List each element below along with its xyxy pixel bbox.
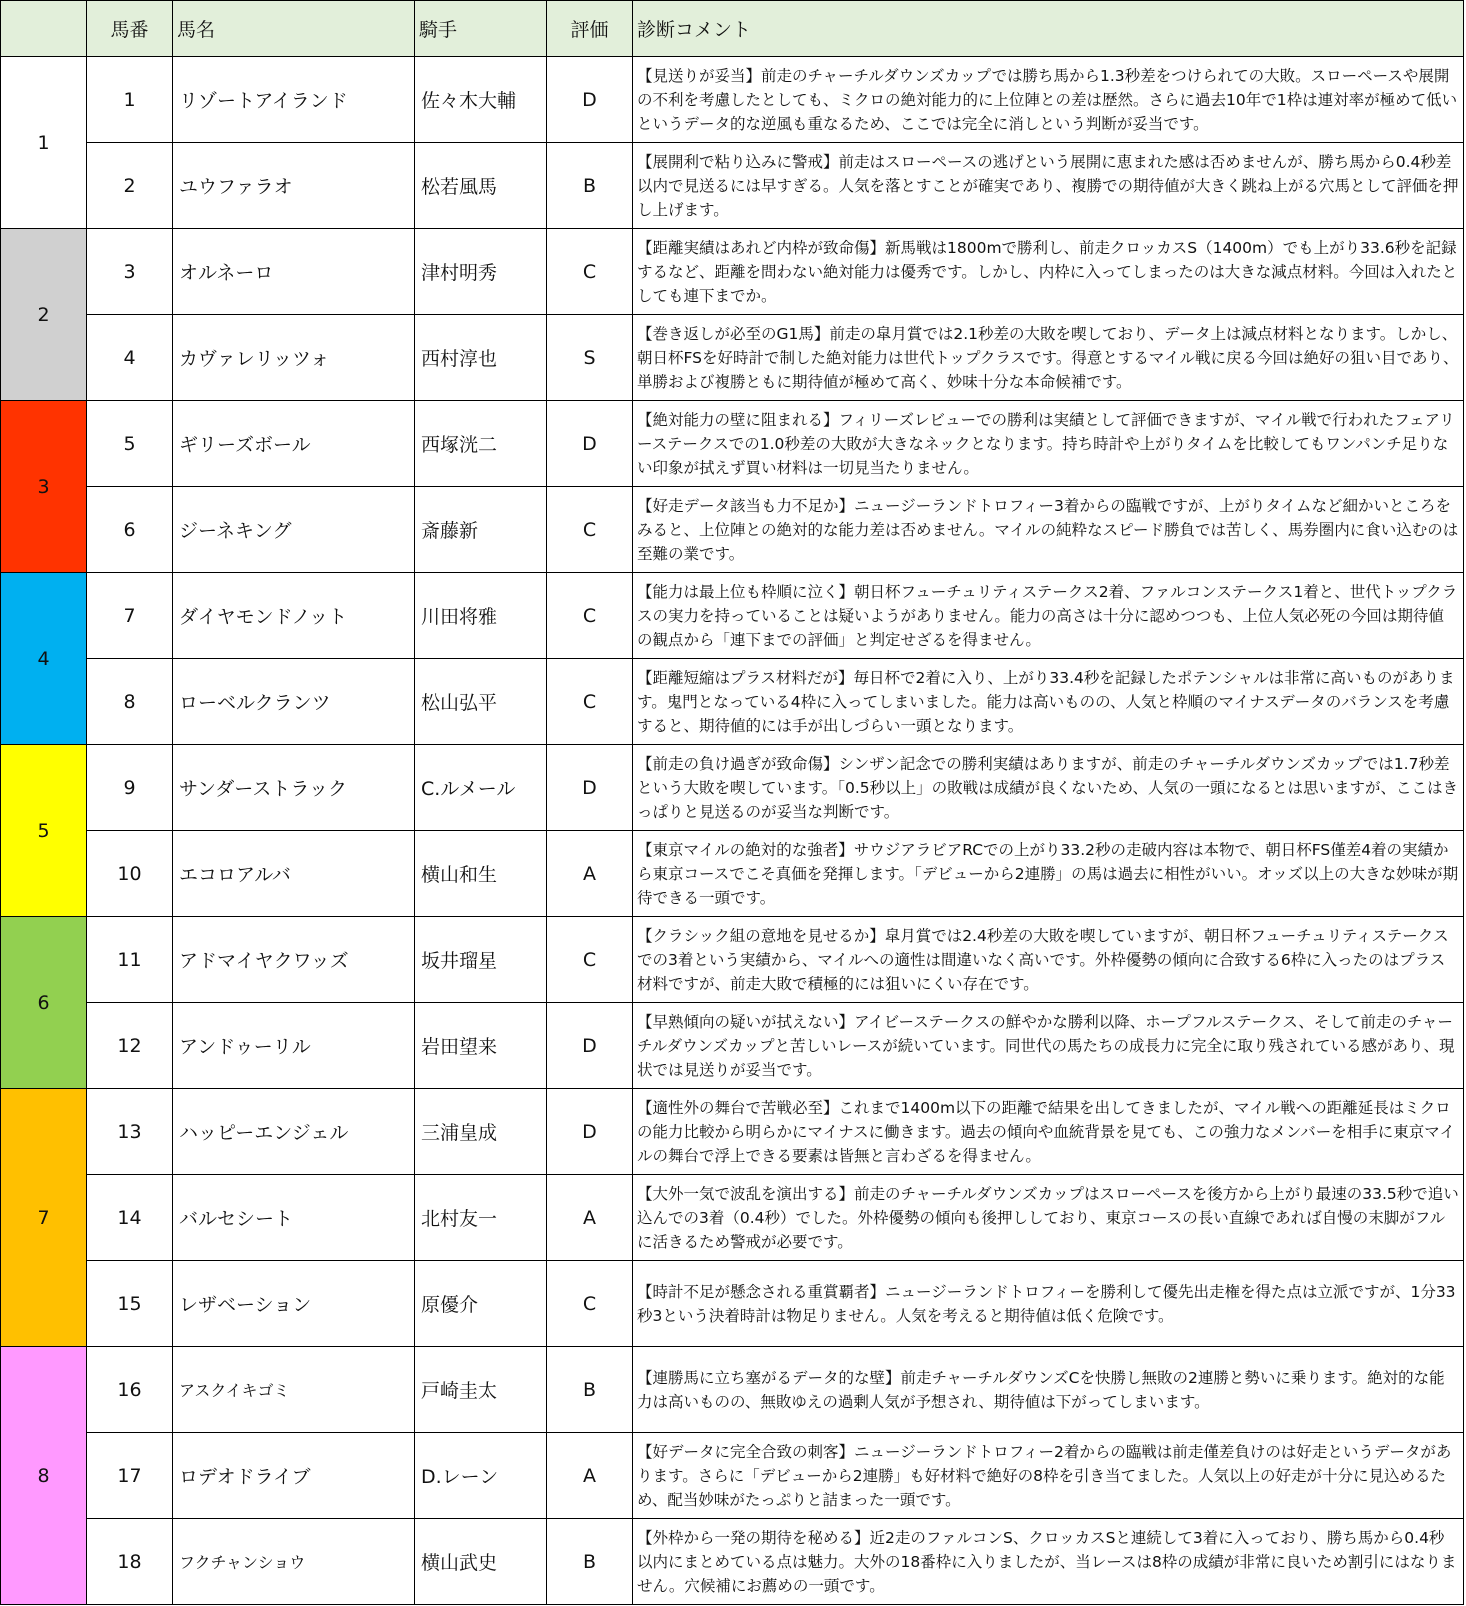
table-row — [1, 917, 1464, 1003]
horse-name-cell: ジーネキング — [173, 487, 415, 573]
comment-cell: 【時計不足が懸念される重賞覇者】ニュージーランドトロフィーを勝利して優先出走権を得た点は立派ですが、1分33秒3という決着時計は物足りません。人気を考えると期待値は低く危険です。 — [633, 1261, 1464, 1347]
horse-name-cell: バルセシート — [173, 1175, 415, 1261]
table-row — [1, 487, 1464, 573]
jockey-cell: 松若風馬 — [415, 143, 547, 229]
umaban-cell: 3 — [87, 229, 173, 315]
table-row — [1, 745, 1464, 831]
comment-cell: 【前走の負け過ぎが致命傷】シンザン記念での勝利実績はありますが、前走のチャーチルダウンズカップでは1.7秒差という大敗を喫しています。「0.5秒以上」の敗戦は成績が良くないため、人気の一頭になるとは思いますが、ここはきっぱりと見送るのが妥当な判断です。 — [633, 745, 1464, 831]
table-row — [1, 1347, 1464, 1433]
waku-cell: 6 — [1, 917, 87, 1089]
umaban-cell: 12 — [87, 1003, 173, 1089]
horse-name-cell: ダイヤモンドノット — [173, 573, 415, 659]
comment-cell: 【外枠から一発の期待を秘める】近2走のファルコンS、クロッカスSと連続して3着に入っており、勝ち馬から0.4秒以内にまとめている点は魅力。大外の18番枠に入りましたが、当レースは8枠の成績が非常に良いため割引にはなりません。穴候補にお薦めの一頭です。 — [633, 1519, 1464, 1605]
umaban-cell: 18 — [87, 1519, 173, 1605]
horse-name-cell: ハッピーエンジェル — [173, 1089, 415, 1175]
header-waku — [1, 1, 87, 57]
table-row — [1, 1433, 1464, 1519]
comment-cell: 【巻き返しが必至のG1馬】前走の皐月賞では2.1秒差の大敗を喫しており、データ上は減点材料となります。しかし、朝日杯FSを好時計で制した絶対能力は世代トップクラスです。得意とするマイル戦に戻る今回は絶好の狙い目であり、単勝および複勝ともに期待値が極めて高く、妙味十分な本命候補です。 — [633, 315, 1464, 401]
umaban-cell: 2 — [87, 143, 173, 229]
horse-name-cell: アスクイキゴミ — [173, 1347, 415, 1433]
jockey-cell: 斎藤新 — [415, 487, 547, 573]
table-row — [1, 315, 1464, 401]
waku-cell: 5 — [1, 745, 87, 917]
horse-name-cell: エコロアルバ — [173, 831, 415, 917]
comment-cell: 【連勝馬に立ち塞がるデータ的な壁】前走チャーチルダウンズCを快勝し無敗の2連勝と勢いに乗ります。絶対的な能力は高いものの、無敗ゆえの過剰人気が予想され、期待値は下がってしまいます。 — [633, 1347, 1464, 1433]
table-row — [1, 143, 1464, 229]
grade-cell: C — [547, 1261, 633, 1347]
jockey-cell: 西塚洸二 — [415, 401, 547, 487]
header-row — [1, 1, 1464, 57]
comment-cell: 【適性外の舞台で苦戦必至】これまで1400m以下の距離で結果を出してきましたが、マイル戦への距離延長はミクロの能力比較から明らかにマイナスに働きます。過去の傾向や血統背景を見ても、この強力なメンバーを相手に東京マイルの舞台で浮上できる要素は皆無と言わざるを得ません。 — [633, 1089, 1464, 1175]
grade-cell: S — [547, 315, 633, 401]
grade-cell: A — [547, 1433, 633, 1519]
umaban-cell: 1 — [87, 57, 173, 143]
umaban-cell: 11 — [87, 917, 173, 1003]
jockey-cell: 松山弘平 — [415, 659, 547, 745]
jockey-cell: 北村友一 — [415, 1175, 547, 1261]
umaban-cell: 4 — [87, 315, 173, 401]
grade-cell: A — [547, 831, 633, 917]
jockey-cell: 岩田望来 — [415, 1003, 547, 1089]
horse-name-cell: フクチャンショウ — [173, 1519, 415, 1605]
jockey-cell: C.ルメール — [415, 745, 547, 831]
header-name: 馬名 — [173, 1, 415, 57]
table-row — [1, 1175, 1464, 1261]
jockey-cell: 戸崎圭太 — [415, 1347, 547, 1433]
jockey-cell: 坂井瑠星 — [415, 917, 547, 1003]
grade-cell: C — [547, 487, 633, 573]
waku-cell: 3 — [1, 401, 87, 573]
comment-cell: 【好走データ該当も力不足か】ニュージーランドトロフィー3着からの臨戦ですが、上がりタイムなど細かいところをみると、上位陣との絶対的な能力差は否めません。マイルの純粋なスピード勝負では苦しく、馬券圏内に食い込むのは至難の業です。 — [633, 487, 1464, 573]
grade-cell: C — [547, 917, 633, 1003]
grade-cell: D — [547, 401, 633, 487]
waku-cell: 7 — [1, 1089, 87, 1347]
grade-cell: A — [547, 1175, 633, 1261]
table-row — [1, 1003, 1464, 1089]
horse-name-cell: アドマイヤクワッズ — [173, 917, 415, 1003]
horse-name-cell: ユウファラオ — [173, 143, 415, 229]
umaban-cell: 16 — [87, 1347, 173, 1433]
jockey-cell: 横山和生 — [415, 831, 547, 917]
table-row — [1, 573, 1464, 659]
grade-cell: B — [547, 1347, 633, 1433]
grade-cell: D — [547, 745, 633, 831]
grade-cell: B — [547, 1519, 633, 1605]
umaban-cell: 9 — [87, 745, 173, 831]
horse-name-cell: サンダーストラック — [173, 745, 415, 831]
umaban-cell: 14 — [87, 1175, 173, 1261]
waku-cell: 4 — [1, 573, 87, 745]
horse-name-cell: オルネーロ — [173, 229, 415, 315]
waku-cell: 8 — [1, 1347, 87, 1605]
umaban-cell: 17 — [87, 1433, 173, 1519]
umaban-cell: 8 — [87, 659, 173, 745]
horse-name-cell: カヴァレリッツォ — [173, 315, 415, 401]
horse-name-cell: ローベルクランツ — [173, 659, 415, 745]
umaban-cell: 10 — [87, 831, 173, 917]
header-jockey: 騎手 — [415, 1, 547, 57]
table-row — [1, 1261, 1464, 1347]
table-row — [1, 229, 1464, 315]
table-row — [1, 57, 1464, 143]
umaban-cell: 5 — [87, 401, 173, 487]
comment-cell: 【見送りが妥当】前走のチャーチルダウンズカップでは勝ち馬から1.3秒差をつけられての大敗。スローペースや展開の不利を考慮したとしても、ミクロの絶対能力的に上位陣との差は歴然。さらに過去10年で1枠は連対率が極めて低いというデータ的な逆風も重なるため、ここでは完全に消しという判断が妥当です。 — [633, 57, 1464, 143]
table-row — [1, 831, 1464, 917]
grade-cell: D — [547, 1003, 633, 1089]
comment-cell: 【クラシック組の意地を見せるか】皐月賞では2.4秒差の大敗を喫していますが、朝日杯フューチュリティステークスでの3着という実績から、マイルへの適性は間違いなく高いです。外枠優勢の傾向に合致する6枠に入ったのはプラス材料ですが、前走大敗で積極的には狙いにくい存在です。 — [633, 917, 1464, 1003]
horse-name-cell: ギリーズボール — [173, 401, 415, 487]
comment-cell: 【能力は最上位も枠順に泣く】朝日杯フューチュリティステークス2着、ファルコンステークス1着と、世代トップクラスの実力を持っていることは疑いようがありません。能力の高さは十分に認めつつも、上位人気必死の今回は期待値の観点から「連下までの評価」と判定せざるを得ません。 — [633, 573, 1464, 659]
header-grade: 評価 — [547, 1, 633, 57]
comment-cell: 【早熟傾向の疑いが拭えない】アイビーステークスの鮮やかな勝利以降、ホープフルステークス、そして前走のチャーチルダウンズカップと苦しいレースが続いています。同世代の馬たちの成長力に完全に取り残されている感があり、現状では見送りが妥当です。 — [633, 1003, 1464, 1089]
comment-cell: 【絶対能力の壁に阻まれる】フィリーズレビューでの勝利は実績として評価できますが、マイル戦で行われたフェアリーステークスでの1.0秒差の大敗が大きなネックとなります。持ち時計や上がりタイムを比較してもワンパンチ足りない印象が拭えず買い材料は一切見当たりません。 — [633, 401, 1464, 487]
grade-cell: D — [547, 57, 633, 143]
table-row — [1, 1519, 1464, 1605]
comment-cell: 【展開利で粘り込みに警戒】前走はスローペースの逃げという展開に恵まれた感は否めませんが、勝ち馬から0.4秒差以内で見送るには早すぎる。人気を落とすことが確実であり、複勝での期待値が大きく跳ね上がる穴馬として評価を押し上げます。 — [633, 143, 1464, 229]
comment-cell: 【東京マイルの絶対的な強者】サウジアラビアRCでの上がり33.2秒の走破内容は本物で、朝日杯FS僅差4着の実績から東京コースでこそ真価を発揮します。「デビューから2連勝」の馬は過去に相性がいい。オッズ以上の大きな妙味が期待できる一頭です。 — [633, 831, 1464, 917]
horse-name-cell: リゾートアイランド — [173, 57, 415, 143]
grade-cell: C — [547, 659, 633, 745]
umaban-cell: 6 — [87, 487, 173, 573]
jockey-cell: 西村淳也 — [415, 315, 547, 401]
comment-cell: 【好データに完全合致の刺客】ニュージーランドトロフィー2着からの臨戦は前走僅差負けのは好走というデータがあります。さらに「デビューから2連勝」も好材料で絶好の8枠を引き当てました。人気以上の好走が十分に見込めるため、配当妙味がたっぷりと詰まった一頭です。 — [633, 1433, 1464, 1519]
umaban-cell: 13 — [87, 1089, 173, 1175]
jockey-cell: 横山武史 — [415, 1519, 547, 1605]
header-umaban: 馬番 — [87, 1, 173, 57]
grade-cell: C — [547, 229, 633, 315]
jockey-cell: D.レーン — [415, 1433, 547, 1519]
waku-cell: 1 — [1, 57, 87, 229]
jockey-cell: 川田将雅 — [415, 573, 547, 659]
comment-cell: 【距離短縮はプラス材料だが】毎日杯で2着に入り、上がり33.4秒を記録したポテンシャルは非常に高いものがあります。鬼門となっている4枠に入ってしまいました。能力は高いものの、人気と枠順のマイナスデータのバランスを考慮すると、期待値的には手が出しづらい一頭となります。 — [633, 659, 1464, 745]
comment-cell: 【大外一気で波乱を演出する】前走のチャーチルダウンズカップはスローペースを後方から上がり最速の33.5秒で追い込んでの3着（0.4秒）でした。外枠優勢の傾向も後押ししており、東京コースの長い直線であれば自慢の末脚がフルに活きるため警戒が必要です。 — [633, 1175, 1464, 1261]
header-comment: 診断コメント — [633, 1, 1464, 57]
jockey-cell: 佐々木大輔 — [415, 57, 547, 143]
umaban-cell: 7 — [87, 573, 173, 659]
horse-name-cell: レザベーション — [173, 1261, 415, 1347]
waku-cell: 2 — [1, 229, 87, 401]
comment-cell: 【距離実績はあれど内枠が致命傷】新馬戦は1800mで勝利し、前走クロッカスS（1400m）でも上がり33.6秒を記録するなど、距離を問わない絶対能力は優秀です。しかし、内枠に入ってしまったのは大きな減点材料。今回は入れたとしても連下までか。 — [633, 229, 1464, 315]
table-row — [1, 1089, 1464, 1175]
jockey-cell: 原優介 — [415, 1261, 547, 1347]
horse-name-cell: アンドゥーリル — [173, 1003, 415, 1089]
grade-cell: C — [547, 573, 633, 659]
horse-name-cell: ロデオドライブ — [173, 1433, 415, 1519]
jockey-cell: 三浦皇成 — [415, 1089, 547, 1175]
grade-cell: B — [547, 143, 633, 229]
table-row — [1, 659, 1464, 745]
jockey-cell: 津村明秀 — [415, 229, 547, 315]
umaban-cell: 15 — [87, 1261, 173, 1347]
grade-cell: D — [547, 1089, 633, 1175]
table-row — [1, 401, 1464, 487]
